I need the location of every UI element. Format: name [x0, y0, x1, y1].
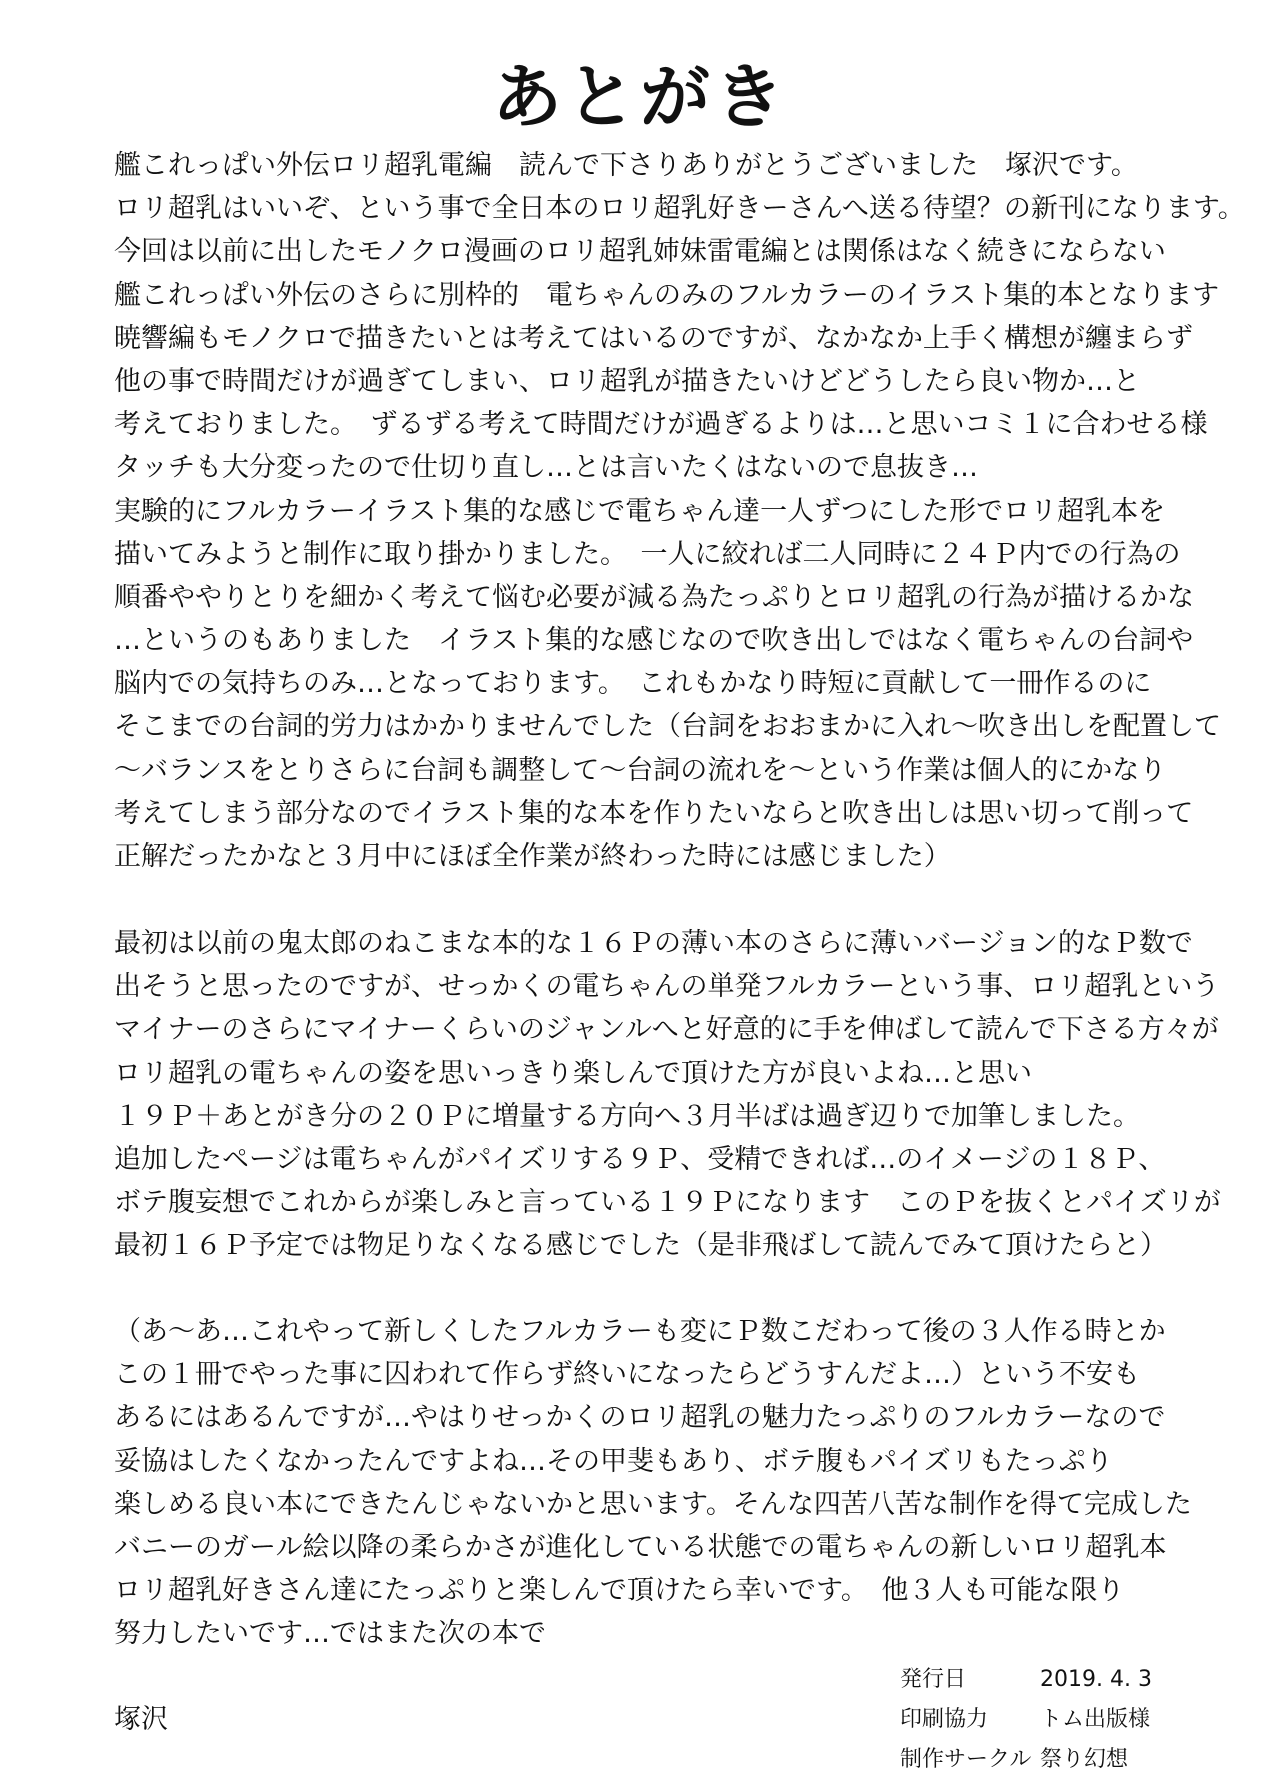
text-line: 他の事で時間だけが過ぎてしまい、ロリ超乳が描きたいけどどうしたら良い物か…と: [114, 365, 1140, 397]
text-line: ロリ超乳はいいぞ、という事で全日本のロリ超乳好きーさんへ送る待望？の新刊になります。: [114, 193, 1245, 225]
text-line: 今回は以前に出したモノクロ漫画のロリ超乳姉妹雷電編とは関係はなく続きにならない: [114, 236, 1166, 268]
text-line: 実験的にフルカラーイラスト集的な感じで電ちゃん達一人ずつにした形でロリ超乳本を: [114, 495, 1166, 527]
colophon-value: 2019. 4. 3: [1040, 1667, 1152, 1692]
text-line: そこまでの台詞的労力はかかりませんでした（台詞をおおまかに入れ～吹き出しを配置して: [114, 711, 1221, 743]
text-line: 考えておりました。 ずるずる考えて時間だけが過ぎるよりは…と思いコミ１に合わせる様: [114, 409, 1208, 441]
paragraph-3: [114, 1310, 1254, 1656]
author-signature: 塚沢: [114, 1704, 168, 1735]
text-line: 楽しめる良い本にできたんじゃないかと思います。そんな四苦八苦な制作を得て完成した: [114, 1488, 1192, 1520]
text-line: この１冊でやった事に囚われて作らず終いになったらどうすんだよ…）という不安も: [114, 1359, 1140, 1391]
text-line: マイナーのさらにマイナーくらいのジャンルへと好意的に手を伸ばして読んで下さる方々が: [114, 1014, 1219, 1046]
colophon-row-printer: [900, 1700, 1180, 1740]
colophon-label: 制作サークル: [900, 1747, 1032, 1772]
colophon-value: トム出版様: [1040, 1707, 1151, 1732]
colophon-row-date: [900, 1660, 1180, 1700]
text-line: 考えてしまう部分なのでイラスト集的な本を作りたいならと吹き出しは思い切って削って: [114, 797, 1194, 829]
colophon-label: 発行日: [900, 1667, 967, 1692]
text-line: ロリ超乳好きさん達にたっぷりと楽しんで頂けたら幸いです。 他３人も可能な限り: [114, 1575, 1125, 1607]
paragraph-1: [114, 144, 1254, 878]
page-title: あとがき: [492, 55, 788, 138]
text-line: 暁響編もモノクロで描きたいとは考えてはいるのですが、なかなか上手く構想が纏まらず: [114, 322, 1193, 354]
text-line: １９Ｐ＋あとがき分の２０Ｐに増量する方向へ３月半ばは過ぎ辺りで加筆しました。: [114, 1100, 1140, 1132]
text-line: …というのもありました イラスト集的な感じなので吹き出しではなく電ちゃんの台詞や: [114, 625, 1194, 657]
text-line: （あ～あ…これやって新しくしたフルカラーも変にＰ数こだわって後の３人作る時とか: [114, 1316, 1166, 1347]
text-line: ～バランスをとりさらに台詞も調整して～台詞の流れを～という作業は個人的にかなり: [114, 754, 1167, 786]
text-line: ロリ超乳の電ちゃんの姿を思いっきり楽しんで頂けた方が良いよね…と思い: [114, 1057, 1032, 1089]
text-line: 妥協はしたくなかったんですよね…その甲斐もあり、ボテ腹もパイズリもたっぷり: [114, 1445, 1113, 1477]
colophon-value: 祭り幻想: [1040, 1747, 1129, 1772]
text-line: 努力したいです…ではまた次の本で: [114, 1618, 546, 1650]
text-line: 脳内での気持ちのみ…となっております。 これもかなり時短に貢献して一冊作るのに: [114, 668, 1152, 700]
text-line: 描いてみようと制作に取り掛かりました。 一人に絞れば二人同時に２４Ｐ内での行為の: [114, 538, 1181, 570]
text-line: 最初１６Ｐ予定では物足りなくなる感じでした（是非飛ばして読んでみて頂けたらと）: [114, 1230, 1167, 1262]
paragraph-2: [114, 922, 1254, 1268]
text-line: タッチも大分変ったので仕切り直し…とは言いたくはないので息抜き…: [114, 452, 978, 484]
text-line: 出そうと思ったのですが、せっかくの電ちゃんの単発フルカラーという事、ロリ超乳という: [114, 971, 1220, 1003]
text-line: ボテ腹妄想でこれからが楽しみと言っている１９Ｐになります このＰを抜くとパイズリが: [114, 1187, 1221, 1219]
text-line: バニーのガール絵以降の柔らかさが進化している状態での電ちゃんの新しいロリ超乳本: [114, 1531, 1167, 1563]
text-line: 艦これっぱい外伝のさらに別枠的 電ちゃんのみのフルカラーのイラスト集的本となります: [114, 279, 1220, 311]
text-line: 正解だったかなと３月中にほぼ全作業が終わった時には感じました）: [114, 841, 951, 872]
colophon: [900, 1660, 1180, 1780]
colophon-row-circle: [900, 1740, 1180, 1780]
text-line: あるにはあるんですが…やはりせっかくのロリ超乳の魅力たっぷりのフルカラーなので: [114, 1402, 1166, 1434]
text-line: 艦これっぱい外伝ロリ超乳電編 読んで下さりありがとうございました 塚沢です。: [114, 150, 1138, 181]
text-line: 順番ややりとりを細かく考えて悩む必要が減る為たっぷりとロリ超乳の行為が描けるかな: [114, 581, 1194, 613]
colophon-label: 印刷協力: [900, 1707, 989, 1732]
text-line: 最初は以前の鬼太郎のねこまな本的な１６Ｐの薄い本のさらに薄いバージョン的なＰ数で: [114, 928, 1193, 959]
text-line: 追加したページは電ちゃんがパイズリする９Ｐ、受精できれば…のイメージの１８Ｐ、: [114, 1143, 1166, 1175]
